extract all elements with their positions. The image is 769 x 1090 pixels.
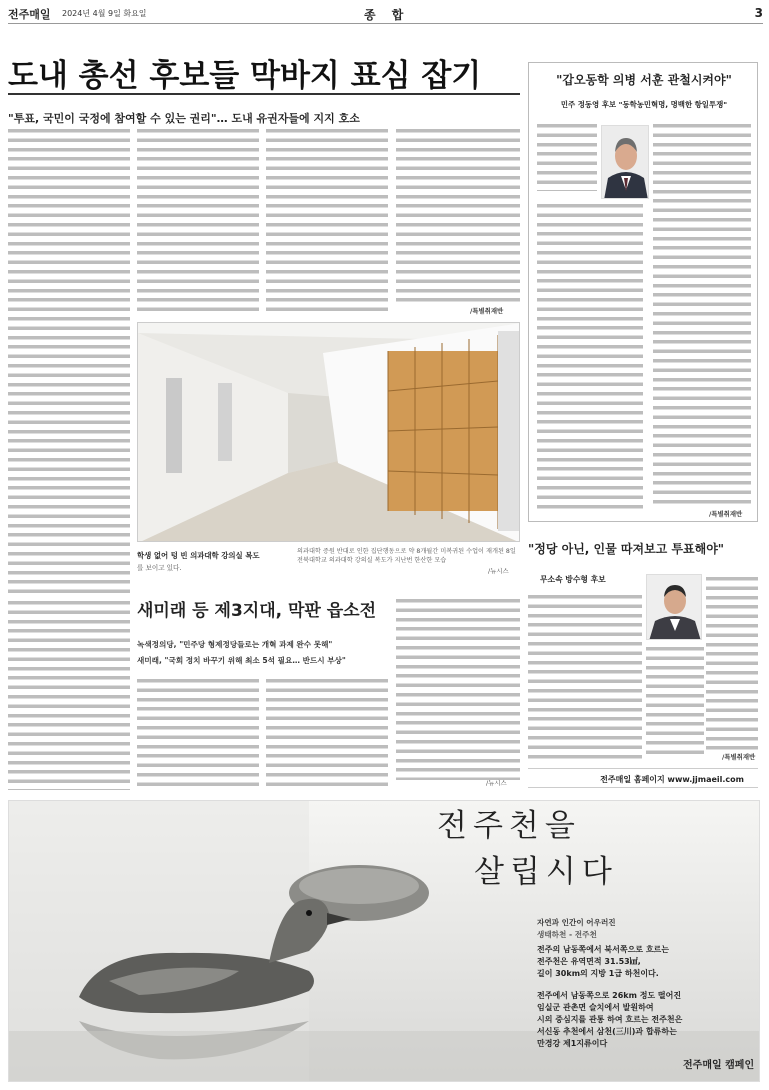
photo-caption-bold: 학생 없어 텅 빈 의과대학 강의실 복도	[137, 551, 260, 560]
ad-paragraph-2-line: 임실군 관촌면 슬치에서 발원하여	[537, 1003, 654, 1012]
corridor-illustration	[138, 323, 520, 542]
page-number: 3	[754, 6, 763, 20]
second-article-col-2	[266, 676, 388, 790]
ad-paragraph-2-line: 서신동 추천에서 삼천(三川)과 합류하는	[537, 1027, 677, 1036]
masthead	[8, 6, 763, 24]
section-name: 종 합	[364, 8, 410, 22]
second-article-col-1	[137, 676, 259, 790]
headline-rule	[8, 93, 520, 95]
main-article-byline: /특별취재반	[470, 307, 504, 315]
ad-paragraph-1-line: 전주천은 유역면적 31.53㎢,	[537, 957, 641, 966]
article-body-column-1	[8, 126, 130, 594]
ad-paragraph-1-line: 길이 30km의 지방 1급 하천이다.	[537, 969, 659, 978]
opinion-box-2-name: 무소속 방수형 후보	[540, 575, 606, 584]
ad-title-line-1: 전주천을	[437, 808, 581, 844]
ad-title-line-2: 살립시다	[474, 854, 618, 890]
ad-tagline-2: 생태하천 - 전주천	[537, 930, 597, 939]
article-body-column-4	[396, 126, 520, 316]
opinion-box-2-byline: /특별취재반	[722, 753, 756, 761]
photo-caption-credit: /뉴시스	[488, 567, 509, 575]
second-article-col-3	[396, 596, 520, 790]
opinion-box-1-byline: /특별취재반	[709, 510, 743, 518]
opinion-box-2-title: "정당 아닌, 인물 따져보고 투표해야"	[528, 542, 725, 556]
opinion-box-1-col-b	[537, 201, 643, 513]
homepage-banner[interactable]: 전주매일 홈페이지 www.jjmaeil.com	[528, 768, 758, 788]
portrait-illustration	[602, 126, 649, 199]
photo-caption-tail: 를 보이고 있다.	[137, 564, 182, 572]
second-article-credit: /뉴시스	[486, 779, 507, 787]
ad-paragraph-2-line: 시의 중심지를 관통 하여 흐르는 전주천은	[537, 1015, 683, 1024]
portrait-illustration-2	[647, 575, 702, 640]
news-photo-corridor	[137, 322, 520, 542]
photo-caption-desc: 의과대학 증원 반대로 인한 집단행동으로 약 8개월간 미복귀된 수업이 재개된 8일 전북대학교 의과대학 강의실 복도가 지난번 한산한 모습	[297, 548, 516, 564]
opinion-box-2-col-c	[646, 644, 704, 762]
newspaper-name: 전주매일	[8, 8, 51, 21]
opinion-box-2-col-b	[706, 574, 758, 762]
ad-tagline-1: 자연과 인간이 어우러진	[537, 918, 616, 927]
ad-paragraph-1-line: 전주의 남동쪽에서 북서쪽으로 흐르는	[537, 945, 670, 954]
ad-paragraph-1	[537, 944, 669, 980]
article-body-lower-col-1	[8, 598, 130, 790]
candidate-portrait-2	[646, 574, 702, 640]
ad-signature: 전주매일 캠페인	[683, 1060, 755, 1071]
second-article-headline: 새미래 등 제3지대, 막판 읍소전	[137, 601, 377, 621]
opinion-box-1-title: "갑오동학 의병 서훈 관철시켜야"	[556, 73, 732, 87]
ad-paragraph-2-line: 만경강 제1지류이다	[537, 1039, 608, 1048]
opinion-box-1-col-a	[537, 121, 597, 191]
opinion-box-1-col-c	[653, 121, 751, 513]
opinion-box-2-col-a	[528, 592, 642, 762]
opinion-box-1-subtitle: 민주 정동영 후보 "동학농민혁명, 명백한 항일투쟁"	[560, 100, 728, 109]
second-article-deck-2: 새미래, "국회 정치 바꾸기 위해 최소 5석 필요… 반드시 부상"	[137, 656, 346, 665]
main-subhead: "투표, 국민이 국정에 참여할 수 있는 권리"… 도내 유권자들에 지지 호소	[8, 112, 360, 125]
ad-paragraph-2	[537, 990, 682, 1050]
opinion-box-1	[528, 62, 758, 522]
article-body-column-2	[137, 126, 259, 316]
article-body-column-3	[266, 126, 388, 316]
candidate-portrait-1	[601, 125, 649, 199]
issue-date: 2024년 4월 9일 화요일	[62, 9, 147, 18]
second-article-deck-1: 녹색정의당, "민주당 형제정당들로는 개혁 과제 완수 못해"	[137, 640, 333, 649]
main-headline: 도내 총선 후보들 막바지 표심 잡기	[8, 58, 482, 94]
ad-paragraph-2-line: 전주에서 남동쪽으로 26km 정도 떨어진	[537, 991, 682, 1000]
